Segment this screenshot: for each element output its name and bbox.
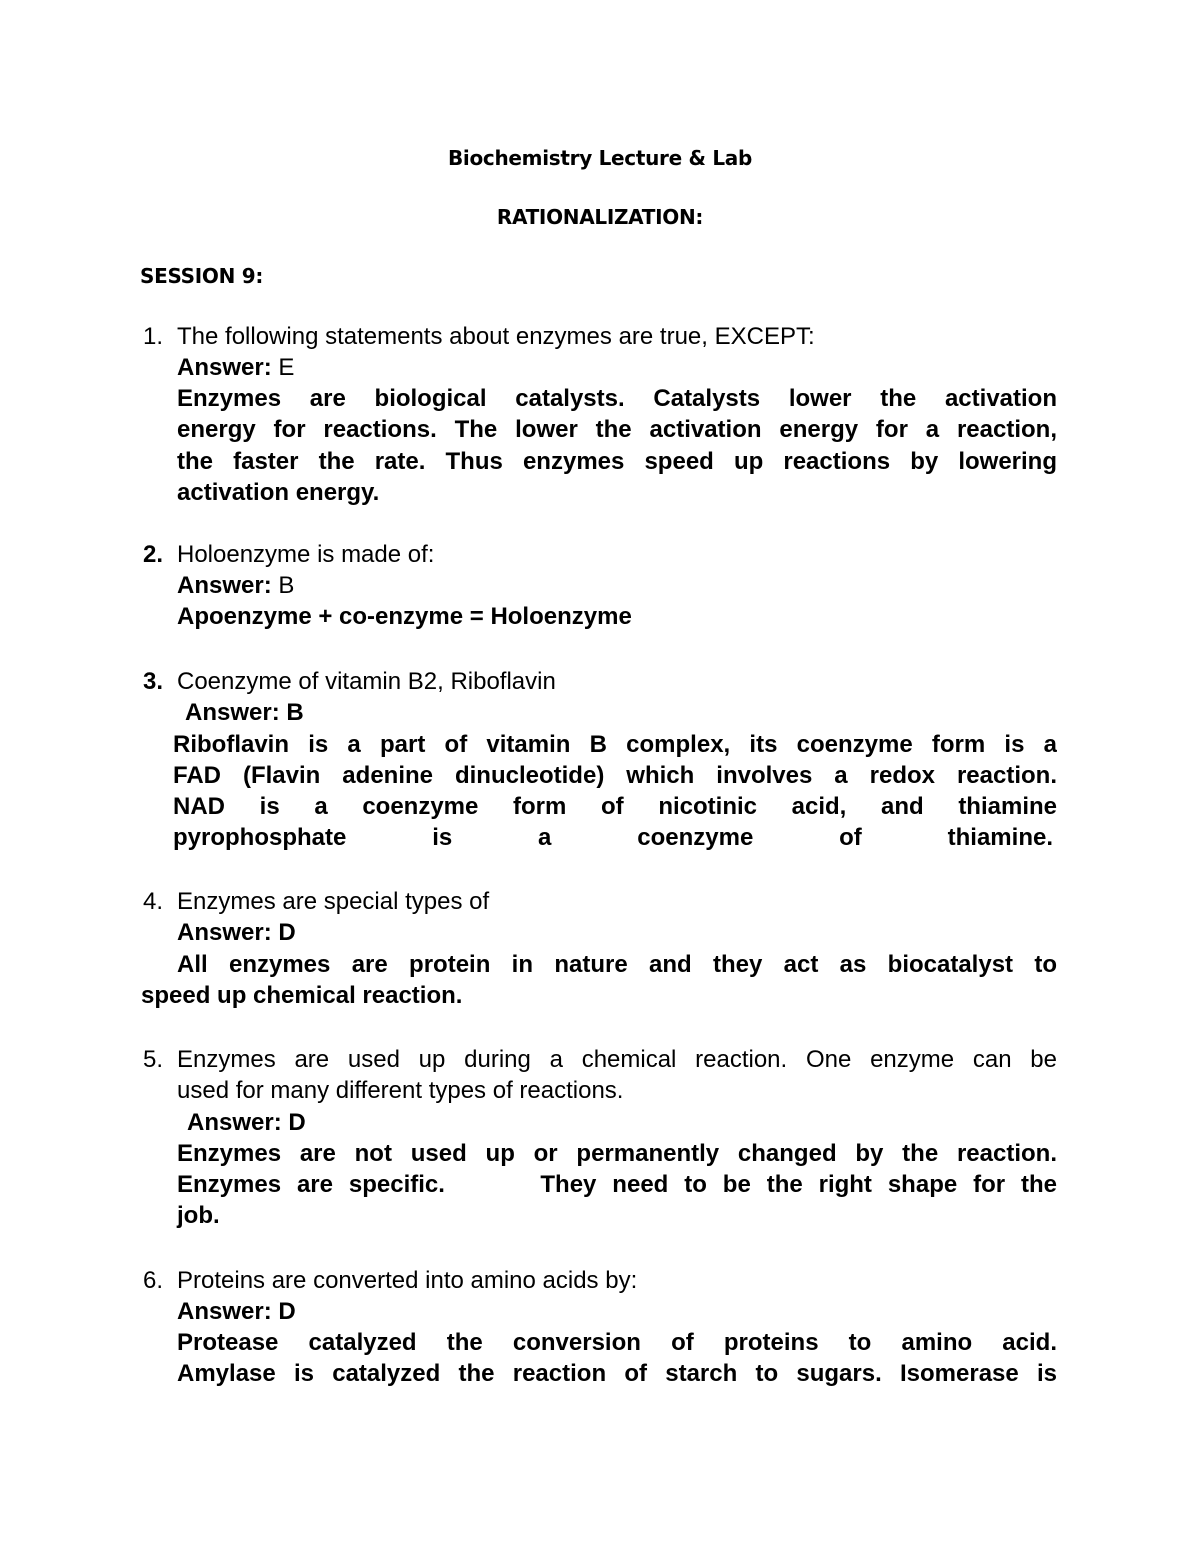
question-text: Enzymes are special types of: [177, 888, 490, 915]
explanation-line: the faster the rate. Thus enzymes speed up reactions by lowering: [177, 448, 1057, 475]
question-number: 5.: [143, 1046, 164, 1073]
answer-label: Answer:: [187, 1109, 282, 1136]
question-number: 6.: [143, 1267, 164, 1294]
explanation-line: Enzymes are biological catalysts. Catalysts lower the activation: [177, 385, 1057, 412]
answer-label: Answer:: [177, 354, 272, 381]
question-text: used for many different types of reactions.: [177, 1077, 624, 1104]
answer-label: Answer:: [177, 1298, 272, 1325]
explanation-line: Apoenzyme + co-enzyme = Holoenzyme: [177, 603, 632, 630]
explanation-line: speed up chemical reaction.: [141, 982, 463, 1009]
explanation-line: energy for reactions. The lower the activation energy for a reaction,: [177, 416, 1057, 443]
answer-value: D: [288, 1109, 306, 1136]
question-text: Proteins are converted into amino acids by:: [177, 1267, 638, 1294]
answer-line: [185, 697, 304, 728]
answer-value: B: [278, 572, 295, 599]
question-text: Holoenzyme is made of:: [177, 541, 435, 568]
answer-line: [177, 1296, 296, 1327]
explanation-line: All enzymes are protein in nature and they act as biocatalyst to: [177, 951, 1057, 978]
explanation-line: activation energy.: [177, 479, 380, 506]
question-number: 3.: [143, 668, 164, 695]
document-subtitle: RATIONALIZATION:: [496, 205, 704, 229]
explanation-line: pyrophosphate is a coenzyme of thiamine.: [173, 824, 1053, 851]
explanation-line: FAD (Flavin adenine dinucleotide) which involves a redox reaction.: [173, 762, 1057, 789]
answer-value: D: [278, 1298, 296, 1325]
explanation-line: job.: [177, 1202, 220, 1229]
document-title: Biochemistry Lecture & Lab: [447, 146, 753, 170]
explanation-line: Enzymes are specific. They need to be the right shape for the: [177, 1171, 1057, 1198]
question-number: 2.: [143, 541, 164, 568]
question-text: The following statements about enzymes are true, EXCEPT:: [177, 323, 815, 350]
answer-line: [177, 917, 296, 948]
explanation-line: Enzymes are not used up or permanently changed by the reaction.: [177, 1140, 1057, 1167]
question-number: 4.: [143, 888, 164, 915]
answer-label: Answer:: [177, 919, 272, 946]
session-label: SESSION 9:: [140, 264, 264, 288]
answer-value: E: [278, 354, 295, 381]
answer-line: [177, 570, 294, 601]
answer-line: [187, 1107, 306, 1138]
answer-label: Answer:: [185, 699, 280, 726]
answer-value: D: [278, 919, 296, 946]
explanation-line: NAD is a coenzyme form of nicotinic acid, and thiamine: [173, 793, 1057, 820]
answer-value: B: [286, 699, 304, 726]
question-number: 1.: [143, 323, 164, 350]
explanation-line: Amylase is catalyzed the reaction of starch to sugars. Isomerase is: [177, 1360, 1057, 1387]
answer-label: Answer:: [177, 572, 272, 599]
answer-line: [177, 352, 294, 383]
explanation-line: Riboflavin is a part of vitamin B complex, its coenzyme form is a: [173, 731, 1057, 758]
explanation-line: Protease catalyzed the conversion of proteins to amino acid.: [177, 1329, 1057, 1356]
question-text: Enzymes are used up during a chemical reaction. One enzyme can be: [177, 1046, 1057, 1073]
question-text: Coenzyme of vitamin B2, Riboflavin: [177, 668, 556, 695]
